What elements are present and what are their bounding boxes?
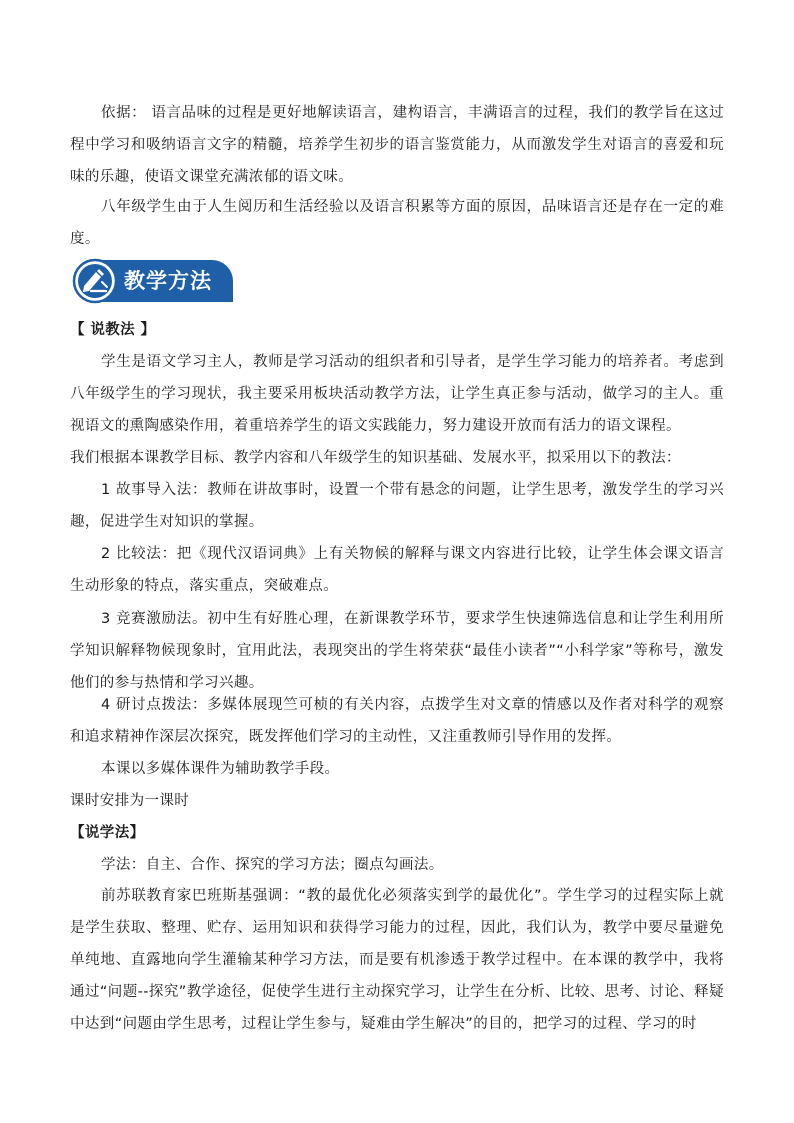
- method-1: 1 故事导入法：教师在讲故事时，设置一个带有悬念的问题，让学生思考，激发学生的学习兴趣，促进学生对知识的掌握。: [70, 482, 724, 530]
- teaching-method-label: 【 说教法 】: [70, 322, 156, 338]
- method-3: 3 竞赛激励法。初中生有好胜心理，在新课教学环节，要求学生快速筛选信息和让学生利用所学知识解释物候现象时，宜用此法，表现突出的学生将荣获“最佳小读者”“小科学家”等称号，激发他们的参与热情和学习兴趣。: [70, 611, 724, 691]
- method-2: 2 比较法：把《现代汉语词典》上有关物候的解释与课文内容进行比较，让学生体会课文语言生动形象的特点，落实重点，突破难点。: [70, 546, 724, 594]
- methods-intro: 我们根据本课教学目标、教学内容和八年级学生的知识基础、发展水平，拟采用以下的教法：: [70, 450, 681, 466]
- rationale-paragraph: 依据： 语言品味的过程是更好地解读语言，建构语言，丰满语言的过程，我们的教学旨在这过程中学习和吸纳语言文字的精髓，培养学生初步的语言鉴赏能力，从而激发学生对语言的喜爱和玩味的乐趣，使语文课堂充满浓郁的语文味。: [70, 105, 724, 185]
- method-4: 4 研讨点拨法：多媒体展现竺可桢的有关内容，点拨学生对文章的情感以及作者对科学的观察和追求精神作深层次探究，既发挥他们学习的主动性，又注重教师引导作用的发挥。: [70, 697, 724, 745]
- section-heading-teaching-methods: [72, 258, 234, 304]
- learning-method-paragraph: 前苏联教育家巴班斯基强调：“教的最优化必须落实到学的最优化”。学生学习的过程实际上就是学生获取、整理、贮存、运用知识和获得学习能力的过程，因此，我们认为，教学中要尽量避免单纯地、直露地向学生灌输某种学习方法，而是要有机渗透于教学过程中。在本课的教学中，我将通过“问题--探究”教学途径，促使学生进行主动探究学习，让学生在分析、比较、思考、讨论、释疑中达到“问题由学生思考，过程让学生参与，疑难由学生解决”的目的，把学习的过程、学习的时: [70, 888, 724, 1032]
- difficulty-paragraph: 八年级学生由于人生阅历和生活经验以及语言积累等方面的原因，品味语言还是存在一定的难度。: [70, 199, 724, 247]
- learning-method-summary: 学法：自主、合作、探究的学习方法；圈点勾画法。: [101, 857, 444, 873]
- teaching-method-paragraph: 学生是语文学习主人，教师是学习活动的组织者和引导者，是学生学习能力的培养者。考虑到八年级学生的学习现状，我主要采用板块活动教学方法，让学生真正参与活动，做学习的主人。重视语文的熏陶感染作用，着重培养学生的语文实践能力，努力建设开放而有活力的语文课程。: [70, 354, 724, 434]
- class-hours: 课时安排为一课时: [70, 793, 190, 809]
- learning-method-label: 【说学法】: [70, 825, 145, 841]
- section-title: 教学方法: [124, 269, 212, 293]
- multimedia-note: 本课以多媒体课件为辅助教学手段。: [101, 761, 340, 777]
